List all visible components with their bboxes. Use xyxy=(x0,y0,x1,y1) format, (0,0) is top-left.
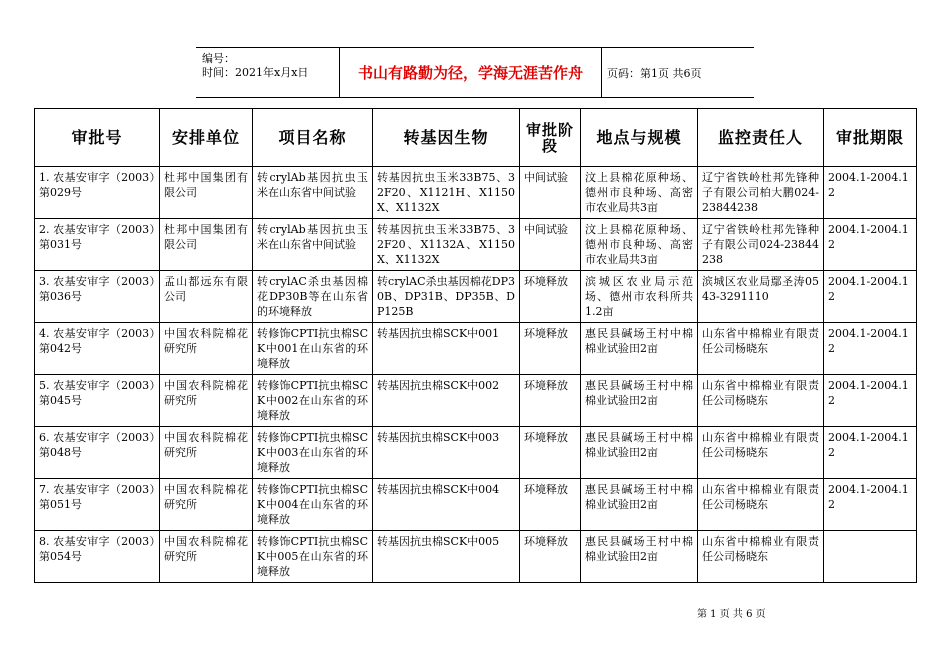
number-label: 编号： xyxy=(202,52,235,65)
cell-stage: 环境释放 xyxy=(520,531,581,583)
col-project: 项目名称 xyxy=(253,109,373,167)
cell-project: 转修饰CPTI抗虫棉SCK中002在山东省的环境释放 xyxy=(253,375,373,427)
cell-gmo: 转基因抗虫棉SCK中005 xyxy=(373,531,520,583)
cell-person: 辽宁省铁岭杜邦先锋种子有限公司024-23844238 xyxy=(698,219,824,271)
cell-unit: 杜邦中国集团有限公司 xyxy=(160,219,253,271)
cell-person: 山东省中棉棉业有限责任公司杨晓东 xyxy=(698,375,824,427)
cell-period: 2004.1-2004.12 xyxy=(824,323,917,375)
cell-approval-no: 2. 农基安审字（2003）第031号 xyxy=(35,219,160,271)
cell-approval-no: 7. 农基安审字（2003）第051号 xyxy=(35,479,160,531)
cell-stage: 中间试验 xyxy=(520,219,581,271)
cell-site: 惠民县碱场王村中棉棉业试验田2亩 xyxy=(581,427,698,479)
cell-gmo: 转基因抗虫棉SCK中002 xyxy=(373,375,520,427)
col-approval-no: 审批号 xyxy=(35,109,160,167)
cell-period: 2004.1-2004.12 xyxy=(824,427,917,479)
cell-person: 山东省中棉棉业有限责任公司杨晓东 xyxy=(698,427,824,479)
time-label: 时间：2021年x月x日 xyxy=(202,66,309,79)
cell-person: 山东省中棉棉业有限责任公司杨晓东 xyxy=(698,531,824,583)
motto: 书山有路勤为径，学海无涯苦作舟 xyxy=(339,48,602,97)
cell-period: 2004.1-2004.12 xyxy=(824,219,917,271)
cell-stage: 中间试验 xyxy=(520,167,581,219)
col-period: 审批期限 xyxy=(824,109,917,167)
cell-site: 汶上县棉花原种场、德州市良种场、高密市农业局共3亩 xyxy=(581,167,698,219)
cell-unit: 中国农科院棉花研究所 xyxy=(160,323,253,375)
cell-site: 汶上县棉花原种场、德州市良种场、高密市农业局共3亩 xyxy=(581,219,698,271)
cell-project: 转crylAb基因抗虫玉米在山东省中间试验 xyxy=(253,167,373,219)
document-header xyxy=(196,47,754,98)
table-row xyxy=(35,271,917,323)
col-gmo: 转基因生物 xyxy=(373,109,520,167)
col-stage: 审批阶段 xyxy=(520,109,581,167)
cell-period: 2004.1-2004.12 xyxy=(824,271,917,323)
table-row xyxy=(35,167,917,219)
table-row xyxy=(35,427,917,479)
cell-person: 山东省中棉棉业有限责任公司杨晓东 xyxy=(698,479,824,531)
cell-stage: 环境释放 xyxy=(520,427,581,479)
cell-unit: 中国农科院棉花研究所 xyxy=(160,531,253,583)
cell-period: 2004.1-2004.12 xyxy=(824,167,917,219)
table-row xyxy=(35,375,917,427)
cell-person: 山东省中棉棉业有限责任公司杨晓东 xyxy=(698,323,824,375)
cell-project: 转修饰CPTI抗虫棉SCK中005在山东省的环境释放 xyxy=(253,531,373,583)
cell-person: 辽宁省铁岭杜邦先锋种子有限公司柏大鹏024-23844238 xyxy=(698,167,824,219)
cell-unit: 中国农科院棉花研究所 xyxy=(160,479,253,531)
page-footer: 第 1 页 共 6 页 xyxy=(697,609,766,620)
col-person: 监控责任人 xyxy=(698,109,824,167)
page-label: 页码：第1页 共6页 xyxy=(607,66,702,80)
cell-site: 惠民县碱场王村中棉棉业试验田2亩 xyxy=(581,375,698,427)
table-header-row xyxy=(35,109,917,167)
cell-project: 转crylAb基因抗虫玉米在山东省中间试验 xyxy=(253,219,373,271)
cell-site: 惠民县碱场王村中棉棉业试验田2亩 xyxy=(581,531,698,583)
cell-unit: 中国农科院棉花研究所 xyxy=(160,427,253,479)
cell-person: 滨城区农业局鄢圣涛0543-3291110 xyxy=(698,271,824,323)
cell-period: 2004.1-2004.12 xyxy=(824,375,917,427)
approval-table xyxy=(34,108,917,583)
cell-stage: 环境释放 xyxy=(520,323,581,375)
cell-gmo: 转基因抗虫棉SCK中001 xyxy=(373,323,520,375)
cell-project: 转crylAC杀虫基因棉花DP30B等在山东省的环境释放 xyxy=(253,271,373,323)
table-row xyxy=(35,531,917,583)
cell-project: 转修饰CPTI抗虫棉SCK中003在山东省的环境释放 xyxy=(253,427,373,479)
cell-gmo: 转基因抗虫玉米33B75、32F20、X1121H、X1150X、X1132X xyxy=(373,167,520,219)
cell-approval-no: 6. 农基安审字（2003）第048号 xyxy=(35,427,160,479)
table-row xyxy=(35,323,917,375)
cell-approval-no: 3. 农基安审字（2003）第036号 xyxy=(35,271,160,323)
cell-unit: 中国农科院棉花研究所 xyxy=(160,375,253,427)
cell-site: 惠民县碱场王村中棉棉业试验田2亩 xyxy=(581,479,698,531)
cell-site: 惠民县碱场王村中棉棉业试验田2亩 xyxy=(581,323,698,375)
cell-gmo: 转基因抗虫棉SCK中004 xyxy=(373,479,520,531)
cell-gmo: 转crylAC杀虫基因棉花DP30B、DP31B、DP35B、DP125B xyxy=(373,271,520,323)
table-row xyxy=(35,479,917,531)
table-row xyxy=(35,219,917,271)
cell-unit: 杜邦中国集团有限公司 xyxy=(160,167,253,219)
col-site: 地点与规模 xyxy=(581,109,698,167)
cell-period: 2004.1-2004.12 xyxy=(824,479,917,531)
header-meta xyxy=(196,48,339,97)
cell-stage: 环境释放 xyxy=(520,479,581,531)
cell-gmo: 转基因抗虫玉米33B75、32F20、X1132A、X1150X、X1132X xyxy=(373,219,520,271)
cell-unit: 孟山都远东有限公司 xyxy=(160,271,253,323)
col-unit: 安排单位 xyxy=(160,109,253,167)
cell-stage: 环境释放 xyxy=(520,271,581,323)
cell-stage: 环境释放 xyxy=(520,375,581,427)
cell-approval-no: 5. 农基安审字（2003）第045号 xyxy=(35,375,160,427)
cell-period xyxy=(824,531,917,583)
cell-approval-no: 8. 农基安审字（2003）第054号 xyxy=(35,531,160,583)
cell-gmo: 转基因抗虫棉SCK中003 xyxy=(373,427,520,479)
cell-project: 转修饰CPTI抗虫棉SCK中004在山东省的环境释放 xyxy=(253,479,373,531)
cell-project: 转修饰CPTI抗虫棉SCK中001在山东省的环境释放 xyxy=(253,323,373,375)
cell-approval-no: 1. 农基安审字（2003）第029号 xyxy=(35,167,160,219)
cell-approval-no: 4. 农基安审字（2003）第042号 xyxy=(35,323,160,375)
cell-site: 滨城区农业局示范场、德州市农科所共1.2亩 xyxy=(581,271,698,323)
